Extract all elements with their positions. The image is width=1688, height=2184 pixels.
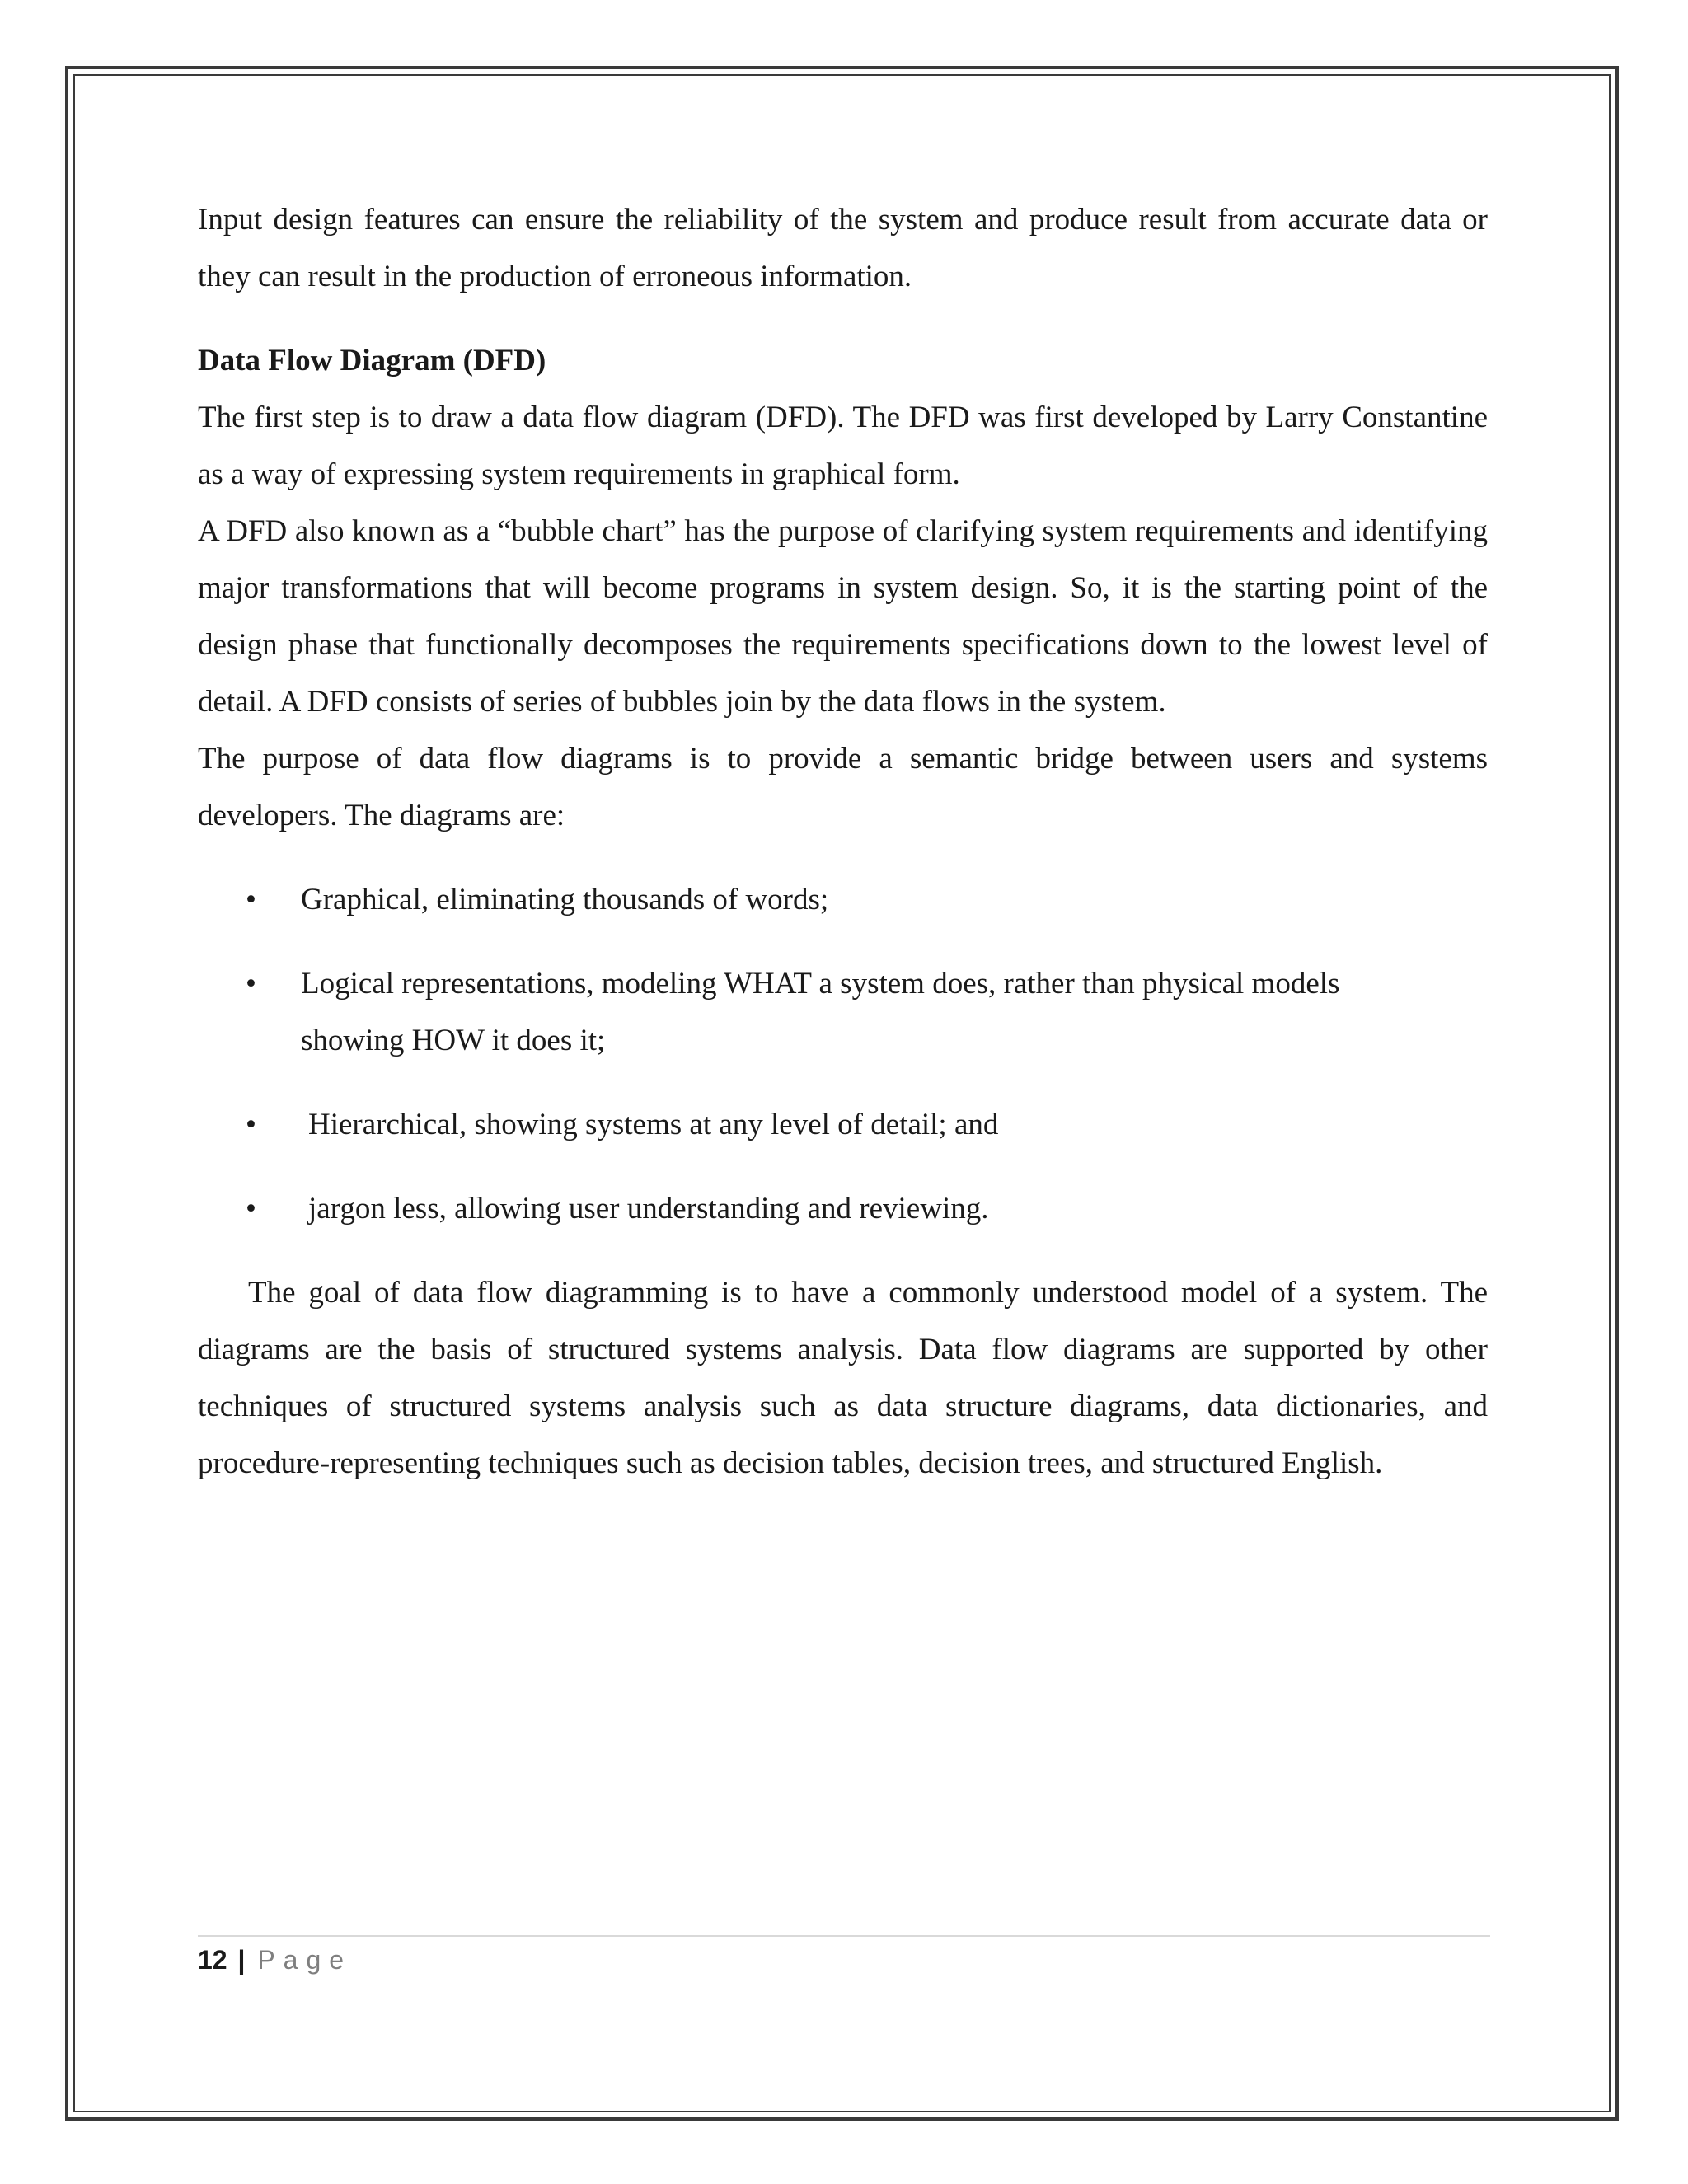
page-label: Page: [257, 1945, 353, 1975]
page-footer: [198, 1942, 352, 1978]
list-item: [198, 871, 1488, 928]
diagram-properties-list: [198, 871, 1488, 1237]
first-step-paragraph: The first step is to draw a data flow diagram (DFD). The DFD was first developed by Larry Constantine as a way of expressing system requirements in graphical form.: [198, 401, 1488, 491]
bullet-icon: •: [246, 883, 256, 916]
bubble-chart-paragraph: A DFD also known as a “bubble chart” has the purpose of clarifying system requirements and identifying major transformations that will become programs in system design. So, it is the starting point of the design phase that functionally decomposes the requirements specifications down to the lowest level of detail. A DFD consists of series of bubbles join by the data flows in the system.: [198, 514, 1488, 719]
list-item-text-continued: showing HOW it does it;: [301, 1024, 606, 1057]
list-item: [198, 955, 1488, 1069]
bullet-icon: •: [246, 967, 256, 1001]
list-item-text: Hierarchical, showing systems at any level of detail; and: [308, 1108, 999, 1141]
page-content: [198, 191, 1488, 1492]
intro-paragraph: Input design features can ensure the reliability of the system and produce result from accurate data or they can result in the production of erroneous information.: [198, 203, 1488, 293]
bullet-icon: •: [246, 1192, 256, 1226]
list-item-text: Graphical, eliminating thousands of words;: [301, 883, 829, 916]
list-item-text: jargon less, allowing user understanding and reviewing.: [308, 1192, 989, 1226]
list-item: [198, 1180, 1488, 1237]
bullet-icon: •: [246, 1108, 256, 1141]
goal-paragraph: The goal of data flow diagramming is to have a commonly understood model of a system. The diagrams are the basis of structured systems analysis. Data flow diagrams are supported by other techniques of structured systems analysis such as data structure diagrams, data dictionaries, and procedure-representing techniques such as decision tables, decision trees, and structured English.: [198, 1276, 1488, 1480]
section-heading: Data Flow Diagram (DFD): [198, 344, 546, 377]
list-item: [198, 1096, 1488, 1153]
footer-separator: |: [237, 1945, 246, 1975]
page-number: 12: [198, 1945, 227, 1975]
footer-divider: [198, 1935, 1490, 1937]
purpose-paragraph: The purpose of data flow diagrams is to provide a semantic bridge between users and systems developers. The diagrams are:: [198, 742, 1488, 832]
list-item-text: Logical representations, modeling WHAT a system does, rather than physical models: [301, 967, 1340, 1001]
